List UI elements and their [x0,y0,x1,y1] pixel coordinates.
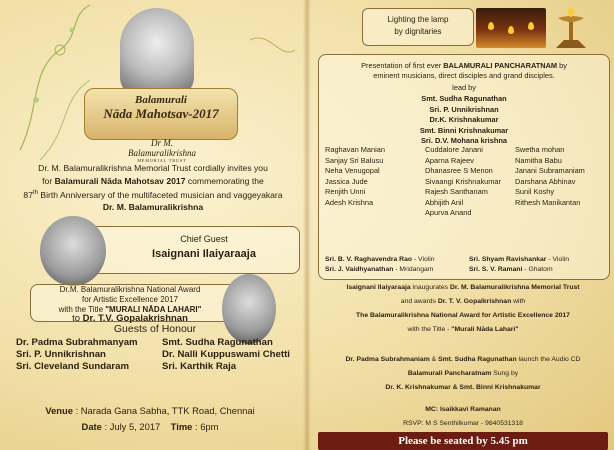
artist-name: Cuddalore Janani [425,145,483,154]
time-label: Time [170,421,193,432]
artist-name: Namitha Babu [515,155,562,165]
p5-mid: & [429,356,439,363]
p4-pre: with the Title - [407,326,452,333]
led-by-label: lead by [452,83,476,92]
flame-icon [528,22,534,30]
artist-name: Apurva Anand [425,208,472,217]
accompanist-4-name: Sri. S. V. Ramani [469,266,523,273]
cd-title: Balamurali Pancharatnam [407,370,492,377]
guest-of-honour: Dr. Nalli Kuppuswami Chetti [162,349,290,360]
artists-column-2 [425,145,501,219]
trust-logo [124,138,200,163]
flame-icon [508,26,514,34]
awardee-name: Dr. T.V. Gopalakrishnan [82,313,188,325]
p2-pre: and awards [400,298,438,305]
artist-name: Rithesh Manikantan [515,197,581,207]
leader-name: Smt. Binni Krishnakumar [419,125,509,135]
ribbon-title-line2: Nāda Mahotsav-2017 [103,106,219,121]
presentation-line-2: eminent musicians, direct disciples and grand disciples. [373,71,555,80]
ribbon-title-line1: Balamurali [135,94,187,106]
date-text: : July 5, 2017 [104,421,161,432]
artist-name: Abhijith Anil [425,197,464,207]
chief-guest-label: Chief Guest [180,234,228,244]
artists-column-1 [325,145,385,208]
venue-text: : Narada Gana Sabha, TTK Road, Chennai [75,405,255,416]
chief-guest-name: Isaignani Ilaiyaraaja [152,248,256,260]
chief-guest-photo [40,216,106,286]
p5-post: launch the Audio CD [516,356,581,363]
accompanist-4 [469,265,553,276]
inaugurator: Isaignani Ilaiyaraaja [346,284,411,291]
artist-name: Raghavan Manian [325,145,385,154]
guest-of-honour: Smt. Sudha Ragunathan [162,337,273,348]
accompanist-1 [325,255,435,266]
invite-line-3-rest: Birth Anniversary of the multifaceted musician and vaggeyakara [38,189,283,200]
invitation-text [8,162,298,214]
awardee-pre: to [72,313,83,325]
trust-logo-text: Dr M. Balamuralikrishna [127,138,196,158]
trust-name: Dr. M. Balamuralikrishna Memorial Trust [449,284,580,291]
oil-lamp-icon [548,4,594,50]
lamp-lighting-box [362,8,474,46]
leader-name: Sri. P. Unnikrishnan [429,104,499,114]
pancharatnam-title: BALAMURALI PANCHARATNAM [443,61,558,70]
awardee: Dr. T. V. Gopalkrishnan [437,298,512,305]
artist-name: Adesh Krishna [325,197,374,207]
invite-line-2-pre: for [42,175,55,186]
award-line-2: for Artistic Excellence 2017 [81,294,179,304]
rsvp-line: RSVP: M S Senthilkumar - 9840531318 [403,420,523,427]
leader-name: Smt. Sudha Ragunathan [421,94,507,103]
p6-post: Sung by [491,370,519,377]
award-line-1: Dr.M. Balamuralikrishna National Award [59,285,201,294]
flame-icon [488,22,494,30]
artists-column-3 [515,145,585,208]
invite-line-2 [8,175,298,188]
program-line-5 [318,355,608,366]
award-text [30,285,230,324]
artist-name: Aparna Rajeev [425,155,474,165]
lamp-line-2: by dignitaries [394,27,442,36]
cd-launcher-2: Smt. Sudha Ragunathan [438,356,517,363]
invite-line-2-post: commemorating the [185,175,264,186]
program-line-7: Dr. K. Krishnakumar & Smt. Binni Krishnakumar [385,384,541,391]
program-line-3: The Balamuralikrishna National Award for Artistic Excellence 2017 [356,312,570,319]
program-line-6 [318,369,608,380]
p2-post: with [511,298,526,305]
guests-left-column [16,337,138,373]
program-box [318,54,610,280]
trust-logo-subtext: MEMORIAL TRUST [137,158,187,163]
artist-name: Darshana Abhinav [515,176,576,186]
leaders-list [319,94,609,147]
leader-name: Dr.K. Krishnakumar [429,115,499,124]
leader-name: Sri. D.V. Mohana krishna [421,136,507,145]
center-fold [303,0,311,450]
guest-of-honour: Dr. Padma Subrahmanyam [16,337,138,348]
venue-label: Venue [45,405,73,416]
guest-of-honour: Sri. Cleveland Sundaram [16,361,130,372]
artist-name: Sanjay Sri Balusu [325,155,384,165]
artist-name: Neha Venugopal [325,166,380,175]
award-title-right: "Murali Nāda Lahari" [451,326,519,333]
guests-of-honour [0,323,300,372]
guest-of-honour: Sri. P. Unnikrishnan [16,349,106,360]
presentation-line-1 [319,61,609,72]
anniversary-number: 87 [23,189,33,200]
seated-banner: Please be seated by 5.45 pm [318,432,608,450]
venue-line [0,403,300,419]
accompanist-3-name: Sri. Shyam Ravishankar [469,256,547,263]
accompanist-3 [469,255,569,266]
artist-name: Sivaangi Krishnakumar [425,176,501,186]
time-text: : 6pm [195,421,219,432]
presentation-post: by [557,61,567,70]
artist-name: Jassica Jude [325,176,368,186]
award-title: "MURALI NĀDA LAHARI" [105,304,202,314]
program-line-2 [318,297,608,308]
accompanist-2 [325,265,433,276]
maestro-portrait [120,8,194,96]
artist-name: Rajesh Santhanam [425,187,488,196]
guests-heading: Guests of Honour [113,323,197,335]
date-time-line [0,419,300,435]
award-title-pre: with the Title [58,304,106,314]
artist-name: Janani Subramaniam [515,166,585,175]
invite-line-3 [8,187,298,201]
program-line-4 [318,325,608,336]
presentation-pre: Presentation of first ever [361,61,444,70]
cd-launcher-1: Dr. Padma Subrahmaniam [345,356,430,363]
invite-line-1: Dr. M. Balamuralikrishna Memorial Trust cordially invites you [38,163,268,173]
accompanist-2-role: - Mridangam [393,266,434,273]
artist-name: Swetha mohan [515,145,565,154]
program-line-1 [318,283,608,294]
accompanist-1-role: - Violin [412,256,435,263]
lamp-photo [476,8,546,48]
guests-right-column [162,337,290,373]
festival-name: Balamurali Nāda Mahotsav 2017 [54,175,186,186]
p1-mid: inaugurates [410,284,450,291]
date-label: Date [81,421,102,432]
artist-name: Renjith Unni [325,187,366,196]
accompanist-2-name: Sri. J. Vaidhyanathan [325,266,394,273]
festival-ribbon [84,88,238,140]
accompanist-1-name: Sri. B. V. Raghavendra Rao [325,256,413,263]
accompanist-3-role: - Violin [546,256,569,263]
accompanist-4-role: - Ghatom [522,266,553,273]
mc-line: MC: Isaikkavi Ramanan [425,406,501,413]
guest-of-honour: Sri. Karthik Raja [162,361,237,372]
artist-name: Sunil Koshy [515,187,555,196]
lamp-line-1: Lighting the lamp [387,15,449,24]
artist-name: Dhanasree S Menon [425,166,493,175]
venue-block [0,403,300,435]
honoree-name: Dr. M. Balamuralikrishna [102,202,204,213]
anniversary-suffix: th [32,190,38,196]
